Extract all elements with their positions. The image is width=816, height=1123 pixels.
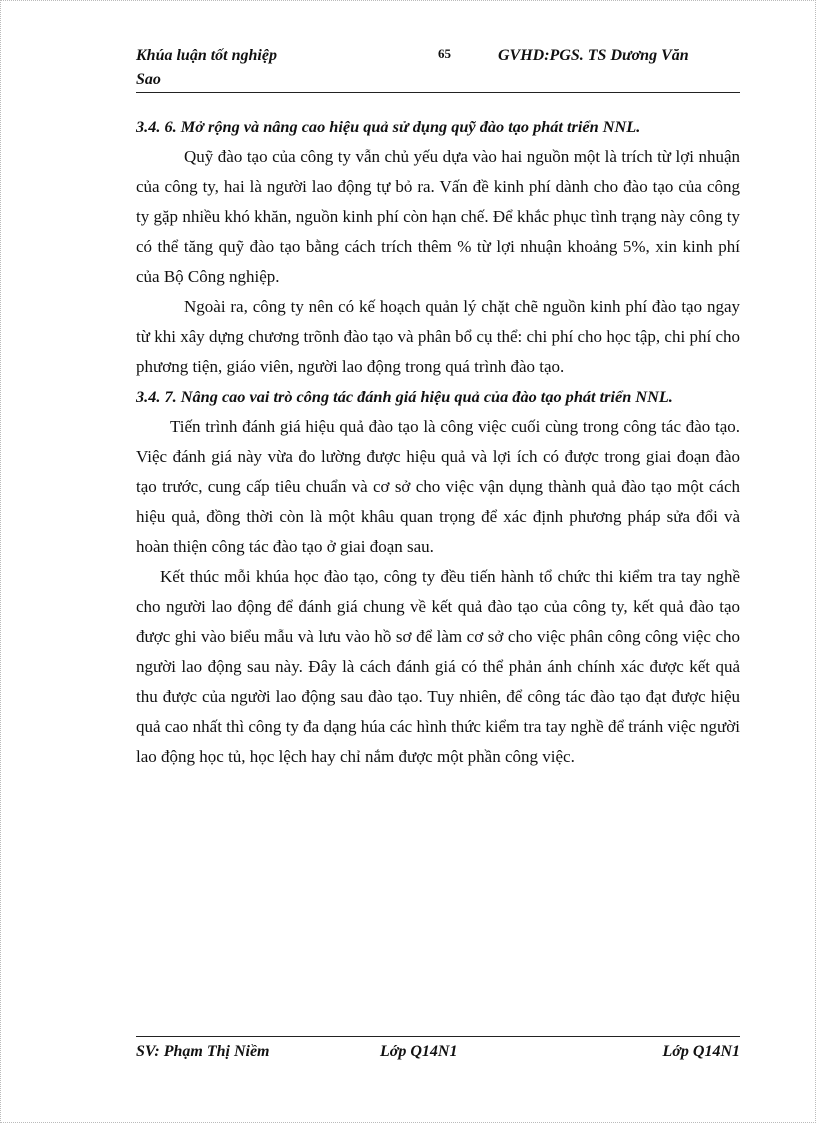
header-left-line2: Sao <box>136 71 161 88</box>
footer-class-middle: Lớp Q14N1 <box>380 1043 458 1060</box>
paragraph: Ngoài ra, công ty nên có kế hoạch quản lý chặt chẽ nguồn kinh phí đào tạo ngay từ khi xây dựng chương trõnh đào tạo và phân bổ cụ thể: chi phí cho học tập, chi phí cho phương tiện, giáo viên, người lao động trong quá trình đào tạo. <box>136 297 740 376</box>
paragraph: Tiến trình đánh giá hiệu quả đào tạo là công việc cuối cùng trong công tác đào tạo. Việc đánh giá này vừa đo lường được hiệu quả và lợi ích có được trong giai đoạn đào tạo trước, cung cấp tiêu chuẩn và cơ sở cho việc vận dụng thành quả đào tạo một cách hiệu quả, đồng thời còn là một khâu quan trọng để xác định phương pháp sửa đổi và hoàn thiện công tác đào tạo ở giai đoạn sau. <box>136 417 740 556</box>
paragraph: Kết thúc mỗi khúa học đào tạo, công ty đều tiến hành tổ chức thi kiểm tra tay nghề cho người lao động để đánh giá chung về kết quả đào tạo của công ty, kết quả đào tạo được ghi vào biểu mẫu và lưu vào hồ sơ để làm cơ sở cho việc phân công công việc cho người lao động sau này. Đây là cách đánh giá có thể phản ánh chính xác được kết quả thu được của người lao động sau đào tạo. Tuy nhiên, để công tác đào tạo đạt được hiệu quả cao nhất thì công ty đa dạng húa các hình thức kiểm tra tay nghề để tránh việc người lao động học tủ, học lệch hay chỉ nắm được một phần công việc. <box>136 567 740 766</box>
header-left-line1: Khúa luận tốt nghiệp <box>136 47 277 64</box>
footer-class-right: Lớp Q14N1 <box>662 1043 740 1060</box>
document-body <box>136 112 740 772</box>
page-number: 65 <box>438 46 451 61</box>
paragraph: Quỹ đào tạo của công ty vẫn chủ yếu dựa vào hai nguồn một là trích từ lợi nhuận của công ty, hai là người lao động tự bỏ ra. Vấn đề kinh phí dành cho đào tạo của công ty gặp nhiều khó khăn, nguồn kinh phí còn hạn chế. Để khắc phục tình trạng này công ty có thể tăng quỹ đào tạo bằng cách trích thêm % từ lợi nhuận khoảng 5%, xin kinh phí của Bộ Công nghiệp. <box>136 147 740 286</box>
section-heading-3-4-7: 3.4. 7. Nâng cao vai trò công tác đánh giá hiệu quả của đào tạo phát triển NNL. <box>136 387 673 406</box>
page-footer <box>136 1036 740 1065</box>
header-thesis-title <box>136 44 277 92</box>
footer-student: SV: Phạm Thị Niềm <box>136 1043 270 1060</box>
header-advisor: GVHD:PGS. TS Dương Văn <box>498 47 689 64</box>
section-heading-3-4-6: 3.4. 6. Mở rộng và nâng cao hiệu quả sử dụng quỹ đào tạo phát triển NNL. <box>136 117 641 136</box>
page-header <box>136 44 740 93</box>
